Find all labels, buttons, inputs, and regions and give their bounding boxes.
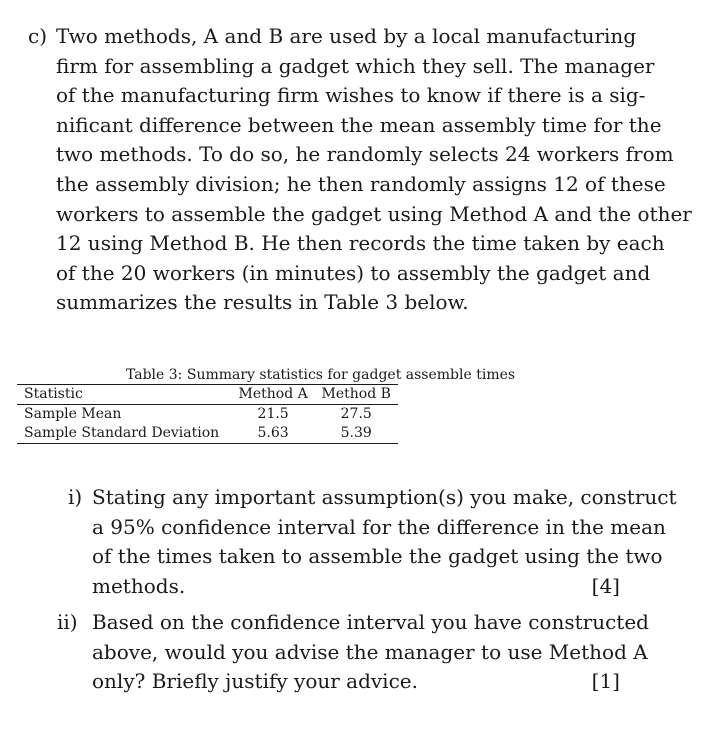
paragraph-line: nificant difference between the mean assembly time for the xyxy=(56,112,662,137)
paragraph-line: summarizes the results in Table 3 below. xyxy=(56,290,469,315)
question-line: of the times taken to assemble the gadget using the two xyxy=(92,544,663,569)
paragraph-line: workers to assemble the gadget using Method A and the other xyxy=(56,201,692,226)
question-i-text xyxy=(92,483,677,601)
row-label-sample-sd: Sample Standard Deviation xyxy=(24,425,220,441)
paragraph-line: of the manufacturing firm wishes to know if there is a sig- xyxy=(56,83,646,108)
column-header-method-b: Method B xyxy=(314,385,398,405)
cell-sd-method-b: 5.39 xyxy=(340,425,372,441)
paragraph-line: 12 using Method B. He then records the time taken by each xyxy=(56,231,665,256)
table-header-row xyxy=(17,385,398,405)
question-line: only? Briefly justify your advice. xyxy=(92,669,418,694)
column-header-statistic: Statistic xyxy=(17,385,232,405)
question-line: methods. xyxy=(92,573,186,598)
paragraph-line: of the 20 workers (in minutes) to assembly the gadget and xyxy=(56,260,651,285)
question-final-line xyxy=(92,572,620,602)
table-caption: Table 3: Summary statistics for gadget assemble times xyxy=(126,367,516,383)
paragraph-line: the assembly division; he then randomly assigns 12 of these xyxy=(56,171,666,196)
question-final-line xyxy=(92,667,620,697)
marks-label: [1] xyxy=(591,669,620,694)
question-line: Based on the confidence interval you have constructed xyxy=(92,610,649,634)
paragraph-line: Two methods, A and B are used by a local manufacturing xyxy=(56,24,637,48)
table-row xyxy=(17,405,398,425)
question-line: Stating any important assumption(s) you make, construct xyxy=(92,485,677,509)
question-line: a 95% confidence interval for the difference in the mean xyxy=(92,514,666,539)
part-c-paragraph xyxy=(56,22,692,318)
row-label-sample-mean: Sample Mean xyxy=(24,406,122,422)
marks-label: [4] xyxy=(591,573,620,598)
cell-sd-method-a: 5.63 xyxy=(257,425,289,441)
paragraph-line: firm for assembling a gadget which they sell. The manager xyxy=(56,53,655,78)
question-ii-text xyxy=(92,608,649,697)
question-i-label: i) xyxy=(68,485,83,509)
table-row xyxy=(17,424,398,444)
paragraph-line: two methods. To do so, he randomly selects 24 workers from xyxy=(56,142,674,167)
cell-mean-method-b: 27.5 xyxy=(340,406,372,422)
cell-mean-method-a: 21.5 xyxy=(257,406,289,422)
column-header-method-a: Method A xyxy=(232,385,315,405)
question-line: above, would you advise the manager to use Method A xyxy=(92,639,648,664)
summary-statistics-table xyxy=(17,384,398,444)
question-ii-label: ii) xyxy=(57,610,78,634)
part-c-label: c) xyxy=(28,24,48,48)
